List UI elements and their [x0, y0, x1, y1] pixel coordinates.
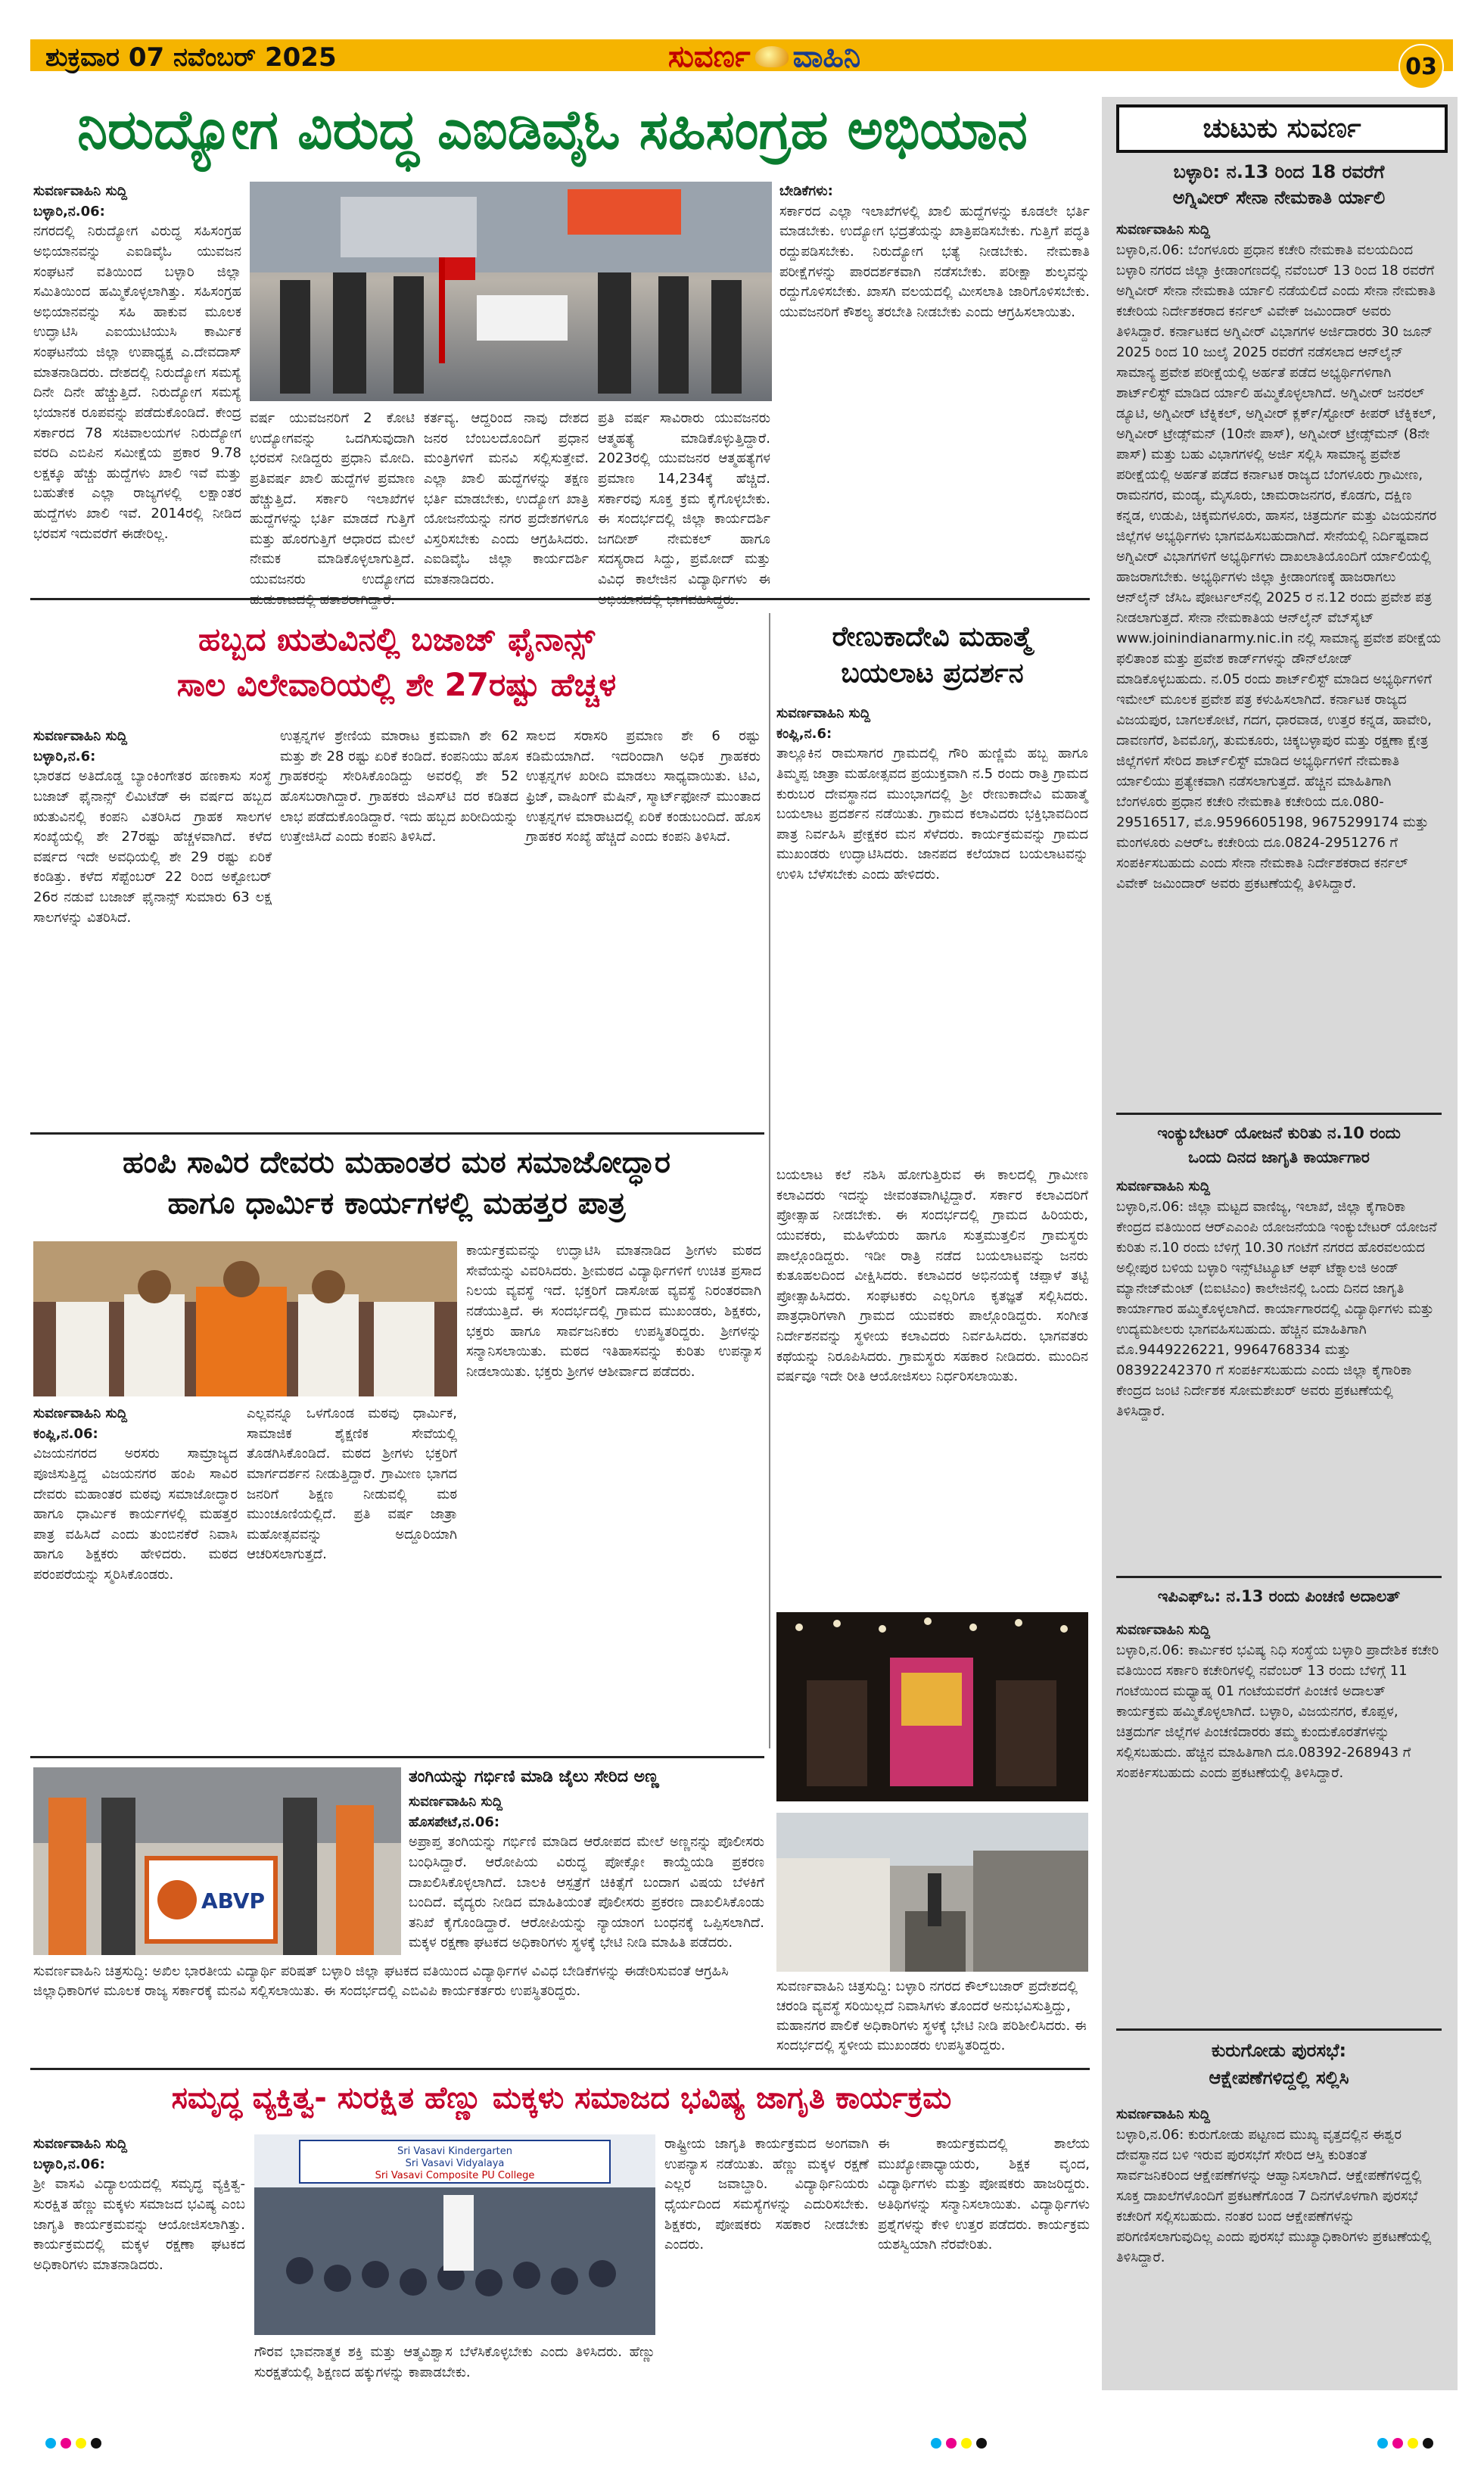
renuka-column-1	[776, 704, 1088, 1158]
girls-dateline: ಬಳ್ಳಾರಿ,ನ.06:	[33, 2156, 105, 2172]
lead-body-5: ಸರ್ಕಾರದ ಎಲ್ಲಾ ಇಲಾಖೆಗಳಲ್ಲಿ ಖಾಲಿ ಹುದ್ದೆಗಳನ್ನು ಕೂಡಲೇ ಭರ್ತಿ ಮಾಡಬೇಕು. ಉದ್ಯೋಗ ಭದ್ರತೆಯನ್ನು ಖಾತ್ರಿಪಡಿಸಬೇಕು. ಗುತ್ತಿಗೆ ಪದ್ಧತಿ ರದ್ದುಪಡಿಸಬೇಕು. ನಿರುದ್ಯೋಗ ಭತ್ಯೆ ನೀಡಬೇಕು. ನೇಮಕಾತಿ ಪರೀಕ್ಷೆಗಳನ್ನು ಪಾರದರ್ಶಕವಾಗಿ ನಡೆಸಬೇಕು. ಪರೀಕ್ಷಾ ಶುಲ್ಕವನ್ನು ರದ್ದುಗೊಳಿಸಬೇಕು. ಖಾಸಗಿ ವಲಯದಲ್ಲಿ ಮೀಸಲಾತಿ ಜಾರಿಗೊಳಿಸಬೇಕು. ಯುವಜನರಿಗೆ ಕೌಶಲ್ಯ ತರಬೇತಿ ನೀಡಬೇಕು ಎಂದು ಆಗ್ರಹಿಸಲಾಯಿತು.	[779, 203, 1090, 320]
bajaj-body-3: ಸಾಲದ ಸರಾಸರಿ ಪ್ರಮಾಣ ಶೇ 6 ರಷ್ಟು ಕಡಿಮೆಯಾಗಿದೆ. ಇದರಿಂದಾಗಿ ಅಧಿಕ ಗ್ರಾಹಕರು ಉತ್ಪನ್ನಗಳ ಖರೀದಿ ಮಾಡಲು ಸಾಧ್ಯವಾಯಿತು. ಟಿವಿ, ಫ್ರಿಜ್, ವಾಷಿಂಗ್ ಮೆಷಿನ್, ಸ್ಮಾರ್ಟ್‌ಫೋನ್ ಮುಂತಾದ ಉತ್ಪನ್ನಗಳ ಮಾರಾಟದಲ್ಲಿ ಏರಿಕೆ ಕಂಡುಬಂದಿದೆ. ಹೊಸ ಗ್ರಾಹಕರ ಸಂಖ್ಯೆ ಹೆಚ್ಚಿದೆ ಎಂದು ಕಂಪನಿ ತಿಳಿಸಿದೆ.	[526, 728, 761, 845]
sidebar-s4-head-line1: ಕುರುಗೋಡು ಪುರಸಭೆ:	[1211, 2040, 1347, 2061]
drain-photo	[776, 1813, 1088, 1972]
hampi-photo	[33, 1241, 457, 1396]
sidebar-s1-head-line1: ಬಳ್ಳಾರಿ: ನ.13 ರಿಂದ 18 ರವರೆಗೆ	[1173, 161, 1385, 182]
bajaj-headline-line1: ಹಬ್ಬದ ಋತುವಿನಲ್ಲಿ ಬಜಾಜ್ ಫೈನಾನ್ಸ್	[198, 621, 595, 658]
magenta-dot	[946, 2438, 957, 2449]
divider-abvp	[30, 1756, 764, 1758]
registration-marks-right	[1377, 2436, 1433, 2451]
logo-sun-icon	[755, 46, 789, 67]
girls-body-4: ಈ ಕಾರ್ಯಕ್ರಮದಲ್ಲಿ ಶಾಲೆಯ ಮುಖ್ಯೋಪಾಧ್ಯಾಯರು, ಶಿಕ್ಷಕ ವೃಂದ, ವಿದ್ಯಾರ್ಥಿಗಳು ಮತ್ತು ಪೋಷಕರು ಹಾಜರಿದ್ದರು. ಅತಿಥಿಗಳನ್ನು ಸನ್ಮಾನಿಸಲಾಯಿತು. ವಿದ್ಯಾರ್ಥಿಗಳು ಪ್ರಶ್ನೆಗಳನ್ನು ಕೇಳಿ ಉತ್ತರ ಪಡೆದರು. ಕಾರ್ಯಕ್ರಮ ಯಶಸ್ವಿಯಾಗಿ ನೆರವೇರಿತು.	[878, 2136, 1090, 2253]
abvp-photo-graphic	[33, 1767, 401, 1955]
crime-body: ಅಪ್ರಾಪ್ತ ತಂಗಿಯನ್ನು ಗರ್ಭಿಣಿ ಮಾಡಿದ ಆರೋಪದ ಮೇಲೆ ಅಣ್ಣನನ್ನು ಪೊಲೀಸರು ಬಂಧಿಸಿದ್ದಾರೆ. ಆರೋಪಿಯ ವಿರುದ್ಧ ಪೋಕ್ಸೋ ಕಾಯ್ದೆಯಡಿ ಪ್ರಕರಣ ದಾಖಲಿಸಿಕೊಳ್ಳಲಾಗಿದೆ. ಬಾಲಕಿ ಆಸ್ಪತ್ರೆಗೆ ಚಿಕಿತ್ಸೆಗೆ ಬಂದಾಗ ವಿಷಯ ಬೆಳಕಿಗೆ ಬಂದಿದೆ. ವೈದ್ಯರು ನೀಡಿದ ಮಾಹಿತಿಯಂತೆ ಪೊಲೀಸರು ಪ್ರಕರಣ ದಾಖಲಿಸಿಕೊಂಡು ತನಿಖೆ ಕೈಗೊಂಡಿದ್ದಾರೆ. ಆರೋಪಿಯನ್ನು ನ್ಯಾಯಾಂಗ ಬಂಧನಕ್ಕೆ ಒಪ್ಪಿಸಲಾಗಿದೆ. ಮಕ್ಕಳ ರಕ್ಷಣಾ ಘಟಕದ ಅಧಿಕಾರಿಗಳು ಸ್ಥಳಕ್ಕೆ ಭೇಟಿ ನೀಡಿ ಮಾಹಿತಿ ಪಡೆದರು.	[409, 1834, 764, 1951]
divider-hampi	[30, 1132, 764, 1135]
bajaj-body-1: ಭಾರತದ ಅತಿದೊಡ್ಡ ಬ್ಯಾಂಕಿಂಗೇತರ ಹಣಕಾಸು ಸಂಸ್ಥೆ ಬಜಾಜ್ ಫೈನಾನ್ಸ್ ಲಿಮಿಟೆಡ್ ಈ ವರ್ಷದ ಹಬ್ಬದ ಋತುವಿನಲ್ಲಿ ಕಂಪನಿ ವಿತರಿಸಿದ ಗ್ರಾಹಕ ಸಾಲಗಳ ಸಂಖ್ಯೆಯಲ್ಲಿ ಶೇ 27ರಷ್ಟು ಹೆಚ್ಚಳವಾಗಿದೆ. ಕಳೆದ ವರ್ಷದ ಇದೇ ಅವಧಿಯಲ್ಲಿ ಶೇ 29 ರಷ್ಟು ಏರಿಕೆ ಕಂಡಿತ್ತು. ಕಳೆದ ಸೆಪ್ಟೆಂಬರ್ 22 ರಿಂದ ಅಕ್ಟೋಬರ್ 26ರ ನಡುವೆ ಬಜಾಜ್ ಫೈನಾನ್ಸ್ ಸುಮಾರು 63 ಲಕ್ಷ ಸಾಲಗಳನ್ನು ವಿತರಿಸಿದೆ.	[33, 768, 272, 926]
lead-body-2: ವರ್ಷ ಯುವಜನರಿಗೆ 2 ಕೋಟಿ ಉದ್ಯೋಗವನ್ನು ಒದಗಿಸುವುದಾಗಿ ಭರವಸೆ ನೀಡಿದ್ದರು ಪ್ರಧಾನಿ ಮೋದಿ. ಪ್ರತಿವರ್ಷ ಖಾಲಿ ಹುದ್ದೆಗಳ ಪ್ರಮಾಣ ಹೆಚ್ಚುತ್ತಿದೆ. ಸರ್ಕಾರಿ ಇಲಾಖೆಗಳ ಹುದ್ದೆಗಳನ್ನು ಭರ್ತಿ ಮಾಡದೆ ಗುತ್ತಿಗೆ ಮತ್ತು ಹೊರಗುತ್ತಿಗೆ ಆಧಾರದ ಮೇಲೆ ನೇಮಕ ಮಾಡಿಕೊಳ್ಳಲಾಗುತ್ತಿದೆ. ಯುವಜನರು ಉದ್ಯೋಗದ	[250, 410, 415, 587]
girls-body-3: ರಾಷ್ಟ್ರೀಯ ಜಾಗೃತಿ ಕಾರ್ಯಕ್ರಮದ ಅಂಗವಾಗಿ ಉಪನ್ಯಾಸ ನಡೆಯಿತು. ಹೆಣ್ಣು ಮಕ್ಕಳ ರಕ್ಷಣೆ ಎಲ್ಲರ ಜವಾಬ್ದಾರಿ. ವಿದ್ಯಾರ್ಥಿನಿಯರು ಧೈರ್ಯದಿಂದ ಸಮಸ್ಯೆಗಳನ್ನು ಎದುರಿಸಬೇಕು. ಶಿಕ್ಷಕರು, ಪೋಷಕರು ಸಹಕಾರ ನೀಡಬೇಕು ಎಂದರು.	[664, 2136, 869, 2253]
sidebar-s3-head: ಇಪಿಎಫ್‌ಒ: ನ.13 ರಂದು ಪಿಂಚಣಿ ಅದಾಲತ್	[1157, 1587, 1401, 1605]
girls-column-2	[254, 2343, 655, 2430]
bajaj-column-2	[280, 727, 518, 1120]
yellow-dot	[1408, 2438, 1418, 2449]
sidebar-s1-byline: ಸುವರ್ಣವಾಹಿನಿ ಸುದ್ದಿ	[1116, 222, 1211, 238]
sidebar-s2-head-line1: ಇಂಕ್ಯುಬೇಟರ್ ಯೋಜನೆ ಕುರಿತು ನ.10 ರಂದು	[1157, 1124, 1401, 1142]
hampi-body-3: ಕಾರ್ಯಕ್ರಮವನ್ನು ಉದ್ಘಾಟಿಸಿ ಮಾತನಾಡಿದ ಶ್ರೀಗಳು ಮಠದ ಸೇವೆಯನ್ನು ವಿವರಿಸಿದರು. ಶ್ರೀಮಠದ ವಿದ್ಯಾರ್ಥಿಗಳಿಗೆ ಉಚಿತ ಪ್ರಸಾದ ನಿಲಯ ವ್ಯವಸ್ಥೆ ಇದೆ. ಭಕ್ತರಿಗೆ ದಾಸೋಹ ವ್ಯವಸ್ಥೆ ನಿರಂತರವಾಗಿ ನಡೆಯುತ್ತಿದೆ. ಈ ಸಂದರ್ಭದಲ್ಲಿ ಗ್ರಾಮದ ಮುಖಂಡರು, ಶಿಕ್ಷಕರು, ಭಕ್ತರು ಹಾಗೂ ಸಾರ್ವಜನಿಕರು ಉಪಸ್ಥಿತರಿದ್ದರು. ಶ್ರೀಗಳನ್ನು ಸನ್ಮಾನಿಸಲಾಯಿತು. ಮಠದ ಇತಿಹಾಸವನ್ನು ಕುರಿತು ಉಪನ್ಯಾಸ ನೀಡಲಾಯಿತು. ಭಕ್ತರು ಶ್ರೀಗಳ ಆಶೀರ್ವಾದ ಪಡೆದರು.	[466, 1243, 761, 1380]
sidebar-s4-byline: ಸುವರ್ಣವಾಹಿನಿ ಸುದ್ದಿ	[1116, 2106, 1211, 2122]
bajaj-dateline: ಬಳ್ಳಾರಿ,ನ.6:	[33, 748, 96, 764]
demands-label: ಬೇಡಿಕೆಗಳು:	[779, 183, 833, 199]
sidebar-s4-column	[1116, 2104, 1442, 2377]
abvp-headline: ತಂಗಿಯನ್ನು ಗರ್ಭಿಣಿ ಮಾಡಿ ಜೈಲು ಸೇರಿದ ಅಣ್ಣ	[409, 1767, 659, 1786]
bajaj-column-3	[526, 727, 761, 1120]
hampi-column-1	[33, 1404, 238, 1745]
bajaj-column-1	[33, 727, 272, 1120]
sidebar-s3-body: ಬಳ್ಳಾರಿ,ನ.06: ಕಾರ್ಮಿಕರ ಭವಿಷ್ಯ ನಿಧಿ ಸಂಸ್ಥೆಯ ಬಳ್ಳಾರಿ ಪ್ರಾದೇಶಿಕ ಕಚೇರಿ ವತಿಯಿಂದ ಸರ್ಕಾರಿ ಕಚೇರಿಗಳಲ್ಲಿ ನವೆಂಬರ್ 13 ರಂದು ಬೆಳಿಗ್ಗೆ 11 ಗಂಟೆಯಿಂದ ಮಧ್ಯಾಹ್ನ 01 ಗಂಟೆಯವರೆಗೆ ಪಿಂಚಣಿ ಅದಾಲತ್ ಕಾರ್ಯಕ್ರಮ ಹಮ್ಮಿಕೊಳ್ಳಲಾಗಿದೆ. ಬಳ್ಳಾರಿ, ವಿಜಯನಗರ, ಕೊಪ್ಪಳ, ಚಿತ್ರದುರ್ಗ ಜಿಲ್ಲೆಗಳ ಪಿಂಚಣಿದಾರರು ತಮ್ಮ ಕುಂದುಕೊರತೆಗಳನ್ನು ಸಲ್ಲಿಸಬಹುದು. ಹೆಚ್ಚಿನ ಮಾಹಿತಿಗಾಗಿ ದೂ.08392-268943 ಗೆ ಸಂಪರ್ಕಿಸಬಹುದು ಎಂದು ಪ್ರಕಟಣೆಯಲ್ಲಿ ತಿಳಿಸಿದ್ದಾರೆ.	[1116, 1642, 1439, 1781]
hampi-column-2	[247, 1404, 457, 1745]
school-banner-line3: Sri Vasavi Composite PU College	[375, 2170, 535, 2181]
renuka-headline-line1: ರೇಣುಕಾದೇವಿ ಮಹಾತ್ಮೆ	[832, 621, 1033, 652]
bajaj-body-2: ಉತ್ಪನ್ನಗಳ ಶ್ರೇಣಿಯ ಮಾರಾಟ ಕ್ರಮವಾಗಿ ಶೇ 62 ಮತ್ತು ಶೇ 28 ರಷ್ಟು ಏರಿಕೆ ಕಂಡಿದೆ. ಕಂಪನಿಯು ಹೊಸ ಗ್ರಾಹಕರನ್ನು ಸೇರಿಸಿಕೊಂಡಿದ್ದು ಅವರಲ್ಲಿ ಶೇ 52 ಹೊಸಬರಾಗಿದ್ದಾರೆ. ಗ್ರಾಹಕರು ಜಿಎಸ್‌ಟಿ ದರ ಕಡಿತದ ಲಾಭ ಪಡೆದುಕೊಂಡಿದ್ದಾರೆ. ಇದು ಹಬ್ಬದ ಖರೀದಿಯನ್ನು ಉತ್ತೇಜಿಸಿದೆ ಎಂದು ಕಂಪನಿ ತಿಳಿಸಿದೆ.	[280, 728, 518, 845]
bajaj-headline-line2: ಸಾಲ ವಿಲೇವಾರಿಯಲ್ಲಿ ಶೇ 27ರಷ್ಟು ಹೆಚ್ಚಳ	[176, 666, 617, 703]
sidebar-title: ಚುಟುಕು ಸುವರ್ಣ	[1116, 104, 1448, 153]
registration-marks-left	[45, 2436, 101, 2451]
sidebar-divider-1	[1116, 1113, 1442, 1115]
cyan-dot	[45, 2438, 56, 2449]
hampi-byline: ಸುವರ್ಣವಾಹಿನಿ ಸುದ್ದಿ	[33, 1406, 128, 1421]
hampi-dateline: ಕಂಪ್ಲಿ,ನ.06:	[33, 1425, 98, 1442]
renuka-byline: ಸುವರ್ಣವಾಹಿನಿ ಸುದ್ದಿ	[776, 705, 871, 721]
sidebar-s2-head-line2: ಒಂದು ದಿನದ ಜಾಗೃತಿ ಕಾರ್ಯಾಗಾರ	[1188, 1148, 1370, 1166]
lead-column-5	[779, 182, 1090, 583]
magenta-dot	[1392, 2438, 1403, 2449]
lead-body-1: ನಗರದಲ್ಲಿ ನಿರುದ್ಯೋಗ ವಿರುದ್ಧ ಸಹಿಸಂಗ್ರಹ ಅಭಿಯಾನವನ್ನು ಎಐಡಿವೈಓ ಯುವಜನ ಸಂಘಟನೆ ವತಿಯಿಂದ ಬಳ್ಳಾರಿ ಜಿಲ್ಲಾ ಸಮಿತಿಯಿಂದ ಹಮ್ಮಿಕೊಳ್ಳಲಾಗಿತ್ತು. ಸಹಿಸಂಗ್ರಹ ಅಭಿಯಾನವನ್ನು ಸಹಿ ಹಾಕುವ ಮೂಲಕ ಉದ್ಘಾಟಿಸಿ ಎಐಯುಟಿಯುಸಿ ಕಾರ್ಮಿಕ ಸಂಘಟನೆಯ ಜಿಲ್ಲಾ ಉಪಾಧ್ಯಕ್ಷ ಎ.ದೇವದಾಸ್ ಮಾತನಾಡಿದರು. ದೇಶದಲ್ಲಿ ನಿರುದ್ಯೋಗ ಸಮಸ್ಯೆ ದಿನೇ ದಿನೇ ಹೆಚ್ಚುತ್ತಿದೆ. ನಿರುದ್ಯೋಗ ಸಮಸ್ಯೆ ಭಯಾನಕ ರೂಪವನ್ನು ಪಡೆದುಕೊಂಡಿದೆ. ಕೇಂದ್ರ ಸರ್ಕಾರದ 78 ಸಚಿವಾಲಯಗಳ ನಿರುದ್ಯೋಗ ವರದಿ ಎಬಿಪಿನ ಸಮೀಕ್ಷೆಯ ಪ್ರಕಾರ 9.78 ಲಕ್ಷಕ್ಕೂ ಹೆಚ್ಚು ಹುದ್ದೆಗಳು ಖಾಲಿ ಇವೆ ಮತ್ತು ಬಹುತೇಕ ಎಲ್ಲಾ ರಾಜ್ಯಗಳಲ್ಲಿ ಲಕ್ಷಾಂತರ ಹುದ್ದೆಗಳು ಖಾಲಿ ಇವೆ. 2014ರಲ್ಲಿ ನೀಡಿದ ಭರವಸೆ ಇದುವರೆಗೆ ಈಡೇರಿಲ್ಲ.	[33, 223, 241, 542]
hampi-headline-line2: ಹಾಗೂ ಧಾರ್ಮಿಕ ಕಾರ್ಯಗಳಲ್ಲಿ ಮಹತ್ತರ ಪಾತ್ರ	[167, 1186, 626, 1221]
renuka-headline-line2: ಬಯಲಾಟ ಪ್ರದರ್ಶನ	[841, 658, 1024, 689]
school-banner-line2: Sri Vasavi Vidyalaya	[405, 2158, 505, 2169]
sidebar-s1-body: ಬಳ್ಳಾರಿ,ನ.06: ಬೆಂಗಳೂರು ಪ್ರಧಾನ ಕಚೇರಿ ನೇಮಕಾತಿ ವಲಯದಿಂದ ಬಳ್ಳಾರಿ ನಗರದ ಜಿಲ್ಲಾ ಕ್ರೀಡಾಂಗಣದಲ್ಲಿ ನವೆಂಬರ್ 13 ರಿಂದ 18 ರವರೆಗೆ ಅಗ್ನಿವೀರ್ ಸೇನಾ ನೇಮಕಾತಿ ರ್ಯಾಲಿ ನಡೆಯಲಿದೆ ಎಂದು ಸೇನಾ ನೇಮಕಾತಿ ಕಚೇರಿಯ ನಿರ್ದೇಶಕರಾದ ಕರ್ನಲ್ ವಿವೇಕ್ ಜಮಿಂದಾರ್ ಅವರು ತಿಳಿಸಿದ್ದಾರೆ. ಕರ್ನಾಟಕದ ಅಗ್ನಿವೀರ್ ವಿಭಾಗಗಳ ಅರ್ಜಿದಾರರು 30 ಜೂನ್ 2025 ರಿಂದ 10 ಜುಲೈ 2025 ರವರೆಗೆ ನಡೆಸಲಾದ ಆನ್‌ಲೈನ್ ಸಾಮಾನ್ಯ ಪ್ರವೇಶ ಪರೀಕ್ಷೆಯಲ್ಲಿ ಅರ್ಹತೆ ಪಡೆದ ಅಭ್ಯರ್ಥಿಗಳಿಗಾಗಿ ಶಾರ್ಟ್‌ಲಿಸ್ಟ್ ಮಾಡಿದ ರ್ಯಾಲಿ ಹಮ್ಮಿಕೊಳ್ಳಲಾಗಿದೆ. ಅಗ್ನಿವೀರ್ ಜನರಲ್ ಡ್ಯೂಟಿ, ಅಗ್ನಿವೀರ್ ಟೆಕ್ನಿಕಲ್, ಅಗ್ನಿವೀರ್ ಕ್ಲರ್ಕ್/ಸ್ಟೋರ್ ಕೀಪರ್ ಟೆಕ್ನಿಕಲ್, ಅಗ್ನಿವೀರ್ ಟ್ರೇಡ್ಸ್‌ಮನ್ (10ನೇ ಪಾಸ್), ಅಗ್ನಿವೀರ್ ಟ್ರೇಡ್ಸ್‌ಮನ್ (8ನೇ ಪಾಸ್) ಮತ್ತು ಬಹು ವಿಭಾಗಗಳಲ್ಲಿ ಅರ್ಜಿ ಸಲ್ಲಿಸಿ ಸಾಮಾನ್ಯ ಪ್ರವೇಶ ಪರೀಕ್ಷೆಯಲ್ಲಿ ಅರ್ಹತೆ ಪಡೆದ ಕರ್ನಾಟಕ ರಾಜ್ಯದ ಬೆಂಗಳೂರು ಗ್ರಾಮೀಣ, ರಾಮನಗರ, ಮಂಡ್ಯ, ಮೈಸೂರು, ಚಾಮರಾಜನಗರ, ಕೊಡಗು, ದಕ್ಷಿಣ ಕನ್ನಡ, ಉಡುಪಿ, ಚಿಕ್ಕಮಗಳೂರು, ಹಾಸನ, ಚಿತ್ರದುರ್ಗ ಮತ್ತು ವಿಜಯನಗರ ಜಿಲ್ಲೆಗಳ ಅಭ್ಯರ್ಥಿಗಳು ಭಾಗವಹಿಸಬಹುದಾಗಿದೆ. ಸೇನೆಯಲ್ಲಿ ನಿರ್ದಿಷ್ಟವಾದ ಅಗ್ನಿವೀರ್ ವಿಭಾಗಗಳಿಗೆ ಅಭ್ಯರ್ಥಿಗಳು ದಾಖಲಾತಿಯೊಂದಿಗೆ ರ್ಯಾಲಿಯಲ್ಲಿ ಹಾಜರಾಗಬೇಕು. ಅಭ್ಯರ್ಥಿಗಳು ಜಿಲ್ಲಾ ಕ್ರೀಡಾಂಗಣಕ್ಕೆ ಹಾಜರಾಗಲು ಆನ್‌ಲೈನ್ ಜೆಸಿಒ ಪೋರ್ಟಲ್‌ನಲ್ಲಿ 2025 ರ ನ.12 ರಂದು ಪ್ರವೇಶ ಪತ್ರ ನೀಡಲಾಗುತ್ತದೆ. ಸೇನಾ ನೇಮಕಾತಿಯ ಆನ್‌ಲೈನ್ ವೆಬ್‌ಸೈಟ್ www.joinindianarmy.nic.in ನಲ್ಲಿ ಸಾಮಾನ್ಯ ಪ್ರವೇಶ ಪರೀಕ್ಷೆಯ ಫಲಿತಾಂಶ ಮತ್ತು ಪ್ರವೇಶ ಕಾರ್ಡ್‌ಗಳನ್ನು ಡೌನ್‌ಲೋಡ್ ಮಾಡಿಕೊಳ್ಳಬಹುದು. ನ.05 ರಂದು ಶಾರ್ಟ್‌ಲಿಸ್ಟ್ ಮಾಡಿದ ಅಭ್ಯರ್ಥಿಗಳಿಗೆ ಇಮೇಲ್ ಮೂಲಕ ಪ್ರವೇಶ ಪತ್ರ ಕಳುಹಿಸಲಾಗಿದೆ. ಕರ್ನಾಟಕ ರಾಜ್ಯದ ವಿಜಯಪುರ, ಬಾಗಲಕೋಟೆ, ಗದಗ, ಧಾರವಾಡ, ಉತ್ತರ ಕನ್ನಡ, ಹಾವೇರಿ, ದಾವಣಗೆರೆ, ಶಿವಮೊಗ್ಗ, ತುಮಕೂರು, ಚಿಕ್ಕಬಳ್ಳಾಪುರ ಮತ್ತು ರಕ್ಷಣಾ ಕ್ಷೇತ್ರ ಜಿಲ್ಲೆಗಳಿಗೆ ಸೇರಿದ ಶಾರ್ಟ್‌ಲಿಸ್ಟ್ ಮಾಡಿದ ಅಭ್ಯರ್ಥಿಗಳಿಗೆ ನೇಮಕಾತಿ ರ್ಯಾಲಿಯು ಪ್ರತ್ಯೇಕವಾಗಿ ನಡೆಸಲಾಗುತ್ತದೆ. ಹೆಚ್ಚಿನ ಮಾಹಿತಿಗಾಗಿ ಬೆಂಗಳೂರು ಪ್ರಧಾನ ಕಚೇರಿ ನೇಮಕಾತಿ ಕಚೇರಿಯ ದೂ.080-29516517, ಮೊ.9596605198, 9675299174 ಮತ್ತು ಮಂಗಳೂರು ಎಆರ್‌ಒ ಕಚೇರಿಯ ದೂ.0824-2951276 ಗೆ ಸಂಪರ್ಕಿಸಬಹುದು ಎಂದು ಸೇನಾ ನೇಮಕಾತಿ ನಿರ್ದೇಶಕರಾದ ಕರ್ನಲ್ ವಿವೇಕ್ ಜಮಿಂದಾರ್ ಅವರು ಪ್ರಕಟಣೆಯಲ್ಲಿ ತಿಳಿಸಿದ್ದಾರೆ.	[1116, 242, 1441, 892]
sidebar-s3-column	[1116, 1620, 1442, 2013]
black-dot	[91, 2438, 101, 2449]
renuka-dateline: ಕಂಪ್ಲಿ,ನ.6:	[776, 725, 832, 742]
yellow-dot	[76, 2438, 86, 2449]
renuka-body-1: ತಾಲ್ಲೂಕಿನ ರಾಮಸಾಗರ ಗ್ರಾಮದಲ್ಲಿ ಗೌರಿ ಹುಣ್ಣಿಮೆ ಹಬ್ಬ ಹಾಗೂ ತಿಮ್ಮಪ್ಪ ಜಾತ್ರಾ ಮಹೋತ್ಸವದ ಪ್ರಯುಕ್ತವಾಗಿ ನ.5 ರಂದು ರಾತ್ರಿ ಗ್ರಾಮದ ಕುರುಬರ ದೇವಸ್ಥಾನದ ಮುಂಭಾಗದಲ್ಲಿ ಶ್ರೀ ರೇಣುಕಾದೇವಿ ಮಹಾತ್ಮೆ ಬಯಲಾಟ ಪ್ರದರ್ಶನ ನಡೆಯಿತು. ಗ್ರಾಮದ ಕಲಾವಿದರು ಭಕ್ತಿಭಾವದಿಂದ ಪಾತ್ರ ನಿರ್ವಹಿಸಿ ಪ್ರೇಕ್ಷಕರ ಮನ ಸೆಳೆದರು. ಕಾರ್ಯಕ್ರಮವನ್ನು ಗ್ರಾಮದ ಮುಖಂಡರು ಉದ್ಘಾಟಿಸಿದರು. ಜಾನಪದ ಕಲೆಯಾದ ಬಯಲಾಟವನ್ನು ಉಳಿಸಿ ಬೆಳೆಸಬೇಕು ಎಂದು ಹೇಳಿದರು.	[776, 746, 1088, 883]
lead-headline: ನಿರುದ್ಯೋಗ ವಿರುದ್ಧ ಎಐಡಿವೈಓ ಸಹಿಸಂಗ್ರಹ ಅಭಿಯಾನ	[77, 98, 1028, 161]
sidebar-s4-head-line2: ಆಕ್ಷೇಪಣೆಗಳಿದ್ದಲ್ಲಿ ಸಲ್ಲಿಸಿ	[1209, 2067, 1349, 2088]
registration-marks-center	[931, 2436, 987, 2451]
divider-renuka	[769, 613, 770, 1748]
bajaj-byline: ಸುವರ್ಣವಾಹಿನಿ ಸುದ್ದಿ	[33, 728, 128, 744]
sidebar-divider-3	[1116, 2028, 1442, 2031]
magenta-dot	[61, 2438, 71, 2449]
yellow-dot	[961, 2438, 972, 2449]
hampi-headline-line1: ಹಂಪಿ ಸಾವಿರ ದೇವರು ಮಹಾಂತರ ಮಠ ಸಮಾಜೋದ್ಧಾರ	[123, 1145, 670, 1180]
black-dot	[1423, 2438, 1433, 2449]
sidebar-s1-head-line2: ಅಗ್ನಿವೀರ್ ಸೇನಾ ನೇಮಕಾತಿ ರ್ಯಾಲಿ	[1172, 187, 1386, 208]
girls-body-1: ಶ್ರೀ ವಾಸವಿ ವಿದ್ಯಾಲಯದಲ್ಲಿ ಸಮೃದ್ಧ ವ್ಯಕ್ತಿತ್ವ-ಸುರಕ್ಷಿತ ಹೆಣ್ಣು ಮಕ್ಕಳು ಸಮಾಜದ ಭವಿಷ್ಯ ಎಂಬ ಜಾಗೃತಿ ಕಾರ್ಯಕ್ರಮವನ್ನು ಆಯೋಜಿಸಲಾಗಿತ್ತು. ಕಾರ್ಯಕ್ರಮದಲ್ಲಿ ಮಕ್ಕಳ ರಕ್ಷಣಾ ಘಟಕದ ಅಧಿಕಾರಿಗಳು ಮಾತನಾಡಿದರು.	[33, 2176, 245, 2273]
lead-photo-graphic	[250, 182, 772, 401]
abvp-photo-caption: ಸುವರ್ಣವಾಹಿನಿ ಚಿತ್ರಸುದ್ದಿ: ಅಖಿಲ ಭಾರತೀಯ ವಿದ್ಯಾರ್ಥಿ ಪರಿಷತ್ ಬಳ್ಳಾರಿ ಜಿಲ್ಲಾ ಘಟಕದ ವತಿಯಿಂದ ವಿದ್ಯಾರ್ಥಿಗಳ ವಿವಿಧ ಬೇಡಿಕೆಗಳನ್ನು ಈಡೇರಿಸುವಂತೆ ಆಗ್ರಹಿಸಿ ಜಿಲ್ಲಾಧಿಕಾರಿಗಳ ಮೂಲಕ ರಾಜ್ಯ ಸರ್ಕಾರಕ್ಕೆ ಮನವಿ ಸಲ್ಲಿಸಲಾಯಿತು. ಈ ಸಂದರ್ಭದಲ್ಲಿ ಎಬಿವಿಪಿ ಕಾರ್ಯಕರ್ತರು ಉಪಸ್ಥಿತರಿದ್ದರು.	[33, 1963, 729, 2000]
sidebar-s2-body: ಬಳ್ಳಾರಿ,ನ.06: ಜಿಲ್ಲಾ ಮಟ್ಟದ ವಾಣಿಜ್ಯ, ಇಲಾಖೆ, ಜಿಲ್ಲಾ ಕೈಗಾರಿಕಾ ಕೇಂದ್ರದ ವತಿಯಿಂದ ಆರ್‌ಎಎಂಪಿ ಯೋಜನೆಯಡಿ ಇಂಕ್ಯುಬೇಟರ್ ಯೋಜನೆ ಕುರಿತು ನ.10 ರಂದು ಬೆಳಿಗ್ಗೆ 10.30 ಗಂಟೆಗೆ ನಗರದ ಹೊರವಲಯದ ಅಲ್ಲೀಪುರ ಬಳಿಯ ಬಳ್ಳಾರಿ ಇನ್ಸ್‌ಟಿಟ್ಯೂಟ್ ಆಫ್ ಟೆಕ್ನಾಲಜಿ ಅಂಡ್ ಮ್ಯಾನೇಜ್‌ಮೆಂಟ್ (ಬಿಐಟಿಎಂ) ಕಾಲೇಜಿನಲ್ಲಿ ಒಂದು ದಿನದ ಜಾಗೃತಿ ಕಾರ್ಯಾಗಾರ ಹಮ್ಮಿಕೊಳ್ಳಲಾಗಿದೆ. ಕಾರ್ಯಾಗಾರದಲ್ಲಿ ವಿದ್ಯಾರ್ಥಿಗಳು ಮತ್ತು ಉದ್ಯಮಶೀಲರು ಭಾಗವಹಿಸಬಹುದು. ಹೆಚ್ಚಿನ ಮಾಹಿತಿಗಾಗಿ ಮೊ.9449226221, 9964768334 ಮತ್ತು 08392242370 ಗೆ ಸಂಪರ್ಕಿಸಬಹುದು ಎಂದು ಜಿಲ್ಲಾ ಕೈಗಾರಿಕಾ ಕೇಂದ್ರದ ಜಂಟಿ ನಿರ್ದೇಶಕ ಸೋಮಶೇಖರ್ ಅವರು ಪ್ರಕಟಣೆಯಲ್ಲಿ ತಿಳಿಸಿದ್ದಾರೆ.	[1116, 1199, 1437, 1419]
sidebar-s1-column	[1116, 219, 1442, 1090]
girls-byline: ಸುವರ್ಣವಾಹಿನಿ ಸುದ್ದಿ	[33, 2136, 128, 2152]
sidebar-s4-body: ಬಳ್ಳಾರಿ,ನ.06: ಕುರುಗೋಡು ಪಟ್ಟಣದ ಮುಖ್ಯ ವೃತ್ತದಲ್ಲಿನ ಈಶ್ವರ ದೇವಸ್ಥಾನದ ಬಳಿ ಇರುವ ಪುರಸಭೆಗೆ ಸೇರಿದ ಆಸ್ತಿ ಕುರಿತಂತೆ ಸಾರ್ವಜನಿಕರಿಂದ ಆಕ್ಷೇಪಣೆಗಳನ್ನು ಆಹ್ವಾನಿಸಲಾಗಿದೆ. ಆಕ್ಷೇಪಣೆಗಳಿದ್ದಲ್ಲಿ ಸೂಕ್ತ ದಾಖಲೆಗಳೊಂದಿಗೆ ಪ್ರಕಟಣೆಗೊಂಡ 7 ದಿನಗಳೊಳಗಾಗಿ ಪುರಸಭೆ ಕಚೇರಿಗೆ ಸಲ್ಲಿಸಬಹುದು. ನಂತರ ಬಂದ ಆಕ್ಷೇಪಣೆಗಳನ್ನು ಪರಿಗಣಿಸಲಾಗುವುದಿಲ್ಲ ಎಂದು ಪುರಸಭೆ ಮುಖ್ಯಾಧಿಕಾರಿಗಳು ಪ್ರಕಟಣೆಯಲ್ಲಿ ತಿಳಿಸಿದ್ದಾರೆ.	[1116, 2127, 1432, 2265]
logo-text-part1: ಸುವರ್ಣ	[667, 39, 751, 74]
black-dot	[976, 2438, 987, 2449]
girls-photo-graphic	[254, 2134, 655, 2335]
abvp-photo	[33, 1767, 401, 1955]
crime-column	[409, 1792, 764, 1959]
cyan-dot	[931, 2438, 941, 2449]
sidebar-s2-byline: ಸುವರ್ಣವಾಹಿನಿ ಸುದ್ದಿ	[1116, 1178, 1211, 1194]
hampi-body-2: ಎಲ್ಲವನ್ನೂ ಒಳಗೊಂಡ ಮಠವು ಧಾರ್ಮಿಕ, ಸಾಮಾಜಿಕ ಶೈಕ್ಷಣಿಕ ಸೇವೆಯಲ್ಲಿ ತೊಡಗಿಸಿಕೊಂಡಿದೆ. ಮಠದ ಶ್ರೀಗಳು ಭಕ್ತರಿಗೆ ಮಾರ್ಗದರ್ಶನ ನೀಡುತ್ತಿದ್ದಾರೆ. ಗ್ರಾಮೀಣ ಭಾಗದ ಜನರಿಗೆ ಶಿಕ್ಷಣ ನೀಡುವಲ್ಲಿ ಮಠ ಮುಂಚೂಣಿಯಲ್ಲಿದೆ. ಪ್ರತಿ ವರ್ಷ ಜಾತ್ರಾ ಮಹೋತ್ಸವವನ್ನು ಅದ್ದೂರಿಯಾಗಿ ಆಚರಿಸಲಾಗುತ್ತದೆ.	[247, 1406, 457, 1563]
sidebar-divider-2	[1116, 1576, 1442, 1578]
abvp-banner-text: ABVP	[201, 1888, 266, 1913]
yatra-photo-graphic	[776, 1612, 1088, 1801]
logo-text-part2: ವಾಹಿನಿ	[792, 39, 861, 74]
issue-date: ಶುಕ್ರವಾರ 07 ನವೆಂಬರ್ 2025	[45, 42, 337, 73]
lead-photo	[250, 182, 772, 401]
renuka-body-2: ಬಯಲಾಟ ಕಲೆ ನಶಿಸಿ ಹೋಗುತ್ತಿರುವ ಈ ಕಾಲದಲ್ಲಿ ಗ್ರಾಮೀಣ ಕಲಾವಿದರು ಇದನ್ನು ಜೀವಂತವಾಗಿಟ್ಟಿದ್ದಾರೆ. ಸರ್ಕಾರ ಕಲಾವಿದರಿಗೆ ಪ್ರೋತ್ಸಾಹ ನೀಡಬೇಕು. ಈ ಸಂದರ್ಭದಲ್ಲಿ ಗ್ರಾಮದ ಹಿರಿಯರು, ಯುವಕರು, ಮಹಿಳೆಯರು ಹಾಗೂ ಸುತ್ತಮುತ್ತಲಿನ ಗ್ರಾಮಸ್ಥರು ಪಾಲ್ಗೊಂಡಿದ್ದರು. ಇಡೀ ರಾತ್ರಿ ನಡೆದ ಬಯಲಾಟವನ್ನು ಜನರು ಕುತೂಹಲದಿಂದ ವೀಕ್ಷಿಸಿದರು. ಕಲಾವಿದರ ಅಭಿನಯಕ್ಕೆ ಚಪ್ಪಾಳೆ ತಟ್ಟಿ ಪ್ರೋತ್ಸಾಹಿಸಿದರು. ಸಂಘಟಕರು ಎಲ್ಲರಿಗೂ ಕೃತಜ್ಞತೆ ಸಲ್ಲಿಸಿದರು. ಪಾತ್ರಧಾರಿಗಳಾಗಿ ಗ್ರಾಮದ ಯುವಕರು ಪಾಲ್ಗೊಂಡಿದ್ದರು. ಸಂಗೀತ ನಿರ್ದೇಶನವನ್ನು ಸ್ಥಳೀಯ ಕಲಾವಿದರು ನಿರ್ವಹಿಸಿದರು. ಭಾಗವತರು ಕಥೆಯನ್ನು ನಿರೂಪಿಸಿದರು. ಗ್ರಾಮಸ್ಥರು ಸಹಕಾರ ನೀಡಿದರು. ಮುಂದಿನ ವರ್ಷವೂ ಇದೇ ರೀತಿ ಆಯೋಜಿಸಲು ನಿರ್ಧರಿಸಲಾಯಿತು.	[776, 1167, 1088, 1385]
lead-byline: ಸುವರ್ಣವಾಹಿನಿ ಸುದ್ದಿ	[33, 183, 128, 199]
lead-column-1	[33, 182, 241, 583]
cyan-dot	[1377, 2438, 1388, 2449]
page-number: 03	[1398, 44, 1444, 89]
girls-headline: ಸಮೃದ್ಧ ವ್ಯಕ್ತಿತ್ವ- ಸುರಕ್ಷಿತ ಹೆಣ್ಣು ಮಕ್ಕಳು ಸಮಾಜದ ಭವಿಷ್ಯ ಜಾಗೃತಿ ಕಾರ್ಯಕ್ರಮ	[171, 2081, 952, 2116]
sidebar-s2-column	[1116, 1176, 1442, 1562]
girls-column-3	[664, 2134, 869, 2430]
drain-photo-graphic	[776, 1813, 1088, 1972]
divider-lead	[30, 598, 1090, 600]
lead-body-3: ಕರ್ತವ್ಯ. ಆದ್ದರಿಂದ ನಾವು ದೇಶದ ಜನರ ಬೆಂಬಲದೊಂದಿಗೆ ಪ್ರಧಾನ ಮಂತ್ರಿಗಳಿಗೆ ಮನವಿ ಸಲ್ಲಿಸುತ್ತೇವೆ. ಎಲ್ಲಾ ಖಾಲಿ ಹುದ್ದೆಗಳನ್ನು ತಕ್ಷಣ ಭರ್ತಿ ಮಾಡಬೇಕು, ಉದ್ಯೋಗ ಖಾತ್ರಿ ಯೋಜನೆಯನ್ನು ನಗರ ಪ್ರದೇಶಗಳಿಗೂ ವಿಸ್ತರಿಸಬೇಕು ಎಂದು ಆಗ್ರಹಿಸಿದರು. ಎಐಡಿವೈಓ ಜಿಲ್ಲಾ ಕಾರ್ಯದರ್ಶಿ ಮಾತನಾಡಿದರು.	[424, 410, 589, 587]
lead-body-4: ಪ್ರತಿ ವರ್ಷ ಸಾವಿರಾರು ಯುವಜನರು ಆತ್ಮಹತ್ಯೆ ಮಾಡಿಕೊಳ್ಳುತ್ತಿದ್ದಾರೆ. 2023ರಲ್ಲಿ ಯುವಜನರ ಆತ್ಮಹತ್ಯೆಗಳ ಪ್ರಮಾಣ 14,234ಕ್ಕೆ ಹೆಚ್ಚಿದೆ. ಸರ್ಕಾರವು ಸೂಕ್ತ ಕ್ರಮ ಕೈಗೊಳ್ಳಬೇಕು. ಈ ಸಂದರ್ಭದಲ್ಲಿ ಜಿಲ್ಲಾ ಕಾರ್ಯದರ್ಶಿ ಜಗದೀಶ್ ನೇಮಕಲ್ ಹಾಗೂ ಸದಸ್ಯರಾದ ಸಿದ್ದು, ಪ್ರಮೋದ್ ಮತ್ತು ವಿವಿಧ ಕಾಲೇಜಿನ ವಿದ್ಯಾರ್ಥಿಗಳು ಈ	[598, 410, 770, 587]
hampi-body-1: ವಿಜಯನಗರದ ಅರಸರು ಸಾಮ್ರಾಜ್ಯದ ಪೂಜಿಸುತ್ತಿದ್ದ ವಿಜಯನಗರ ಹಂಪಿ ಸಾವಿರ ದೇವರು ಮಹಾಂತರ ಮಠವು ಸಮಾಜೋದ್ಧಾರ ಹಾಗೂ ಧಾರ್ಮಿಕ ಕಾರ್ಯಗಳಲ್ಲಿ ಮಹತ್ತರ ಪಾತ್ರ ವಹಿಸಿದೆ ಎಂದು ತುಂಬಿನಕೆರೆ ನಿವಾಸಿ ಹಾಗೂ ಶಿಕ್ಷಕರು ಹೇಳಿದರು. ಮಠದ ಪರಂಪರೆಯನ್ನು ಸ್ಮರಿಸಿಕೊಂಡರು.	[33, 1446, 238, 1583]
lead-column-3	[424, 409, 589, 587]
hampi-photo-graphic	[33, 1241, 457, 1396]
lead-dateline: ಬಳ್ಳಾರಿ,ನ.06:	[33, 203, 105, 219]
crime-dateline: ಹೊಸಪೇಟೆ,ನ.06:	[409, 1814, 500, 1830]
newspaper-logo	[621, 36, 908, 77]
divider-girls	[30, 2068, 1090, 2070]
girls-column-1	[33, 2134, 245, 2430]
girls-column-4	[878, 2134, 1090, 2430]
school-banner-line1: Sri Vasavi Kindergarten	[397, 2146, 513, 2157]
girls-body-2: ಗೌರವ ಭಾವನಾತ್ಮಕ ಶಕ್ತಿ ಮತ್ತು ಆತ್ಮವಿಶ್ವಾಸ ಬೆಳೆಸಿಕೊಳ್ಳಬೇಕು ಎಂದು ತಿಳಿಸಿದರು. ಹೆಣ್ಣು ಸುರಕ್ಷತೆಯಲ್ಲಿ ಶಿಕ್ಷಣದ ಹಕ್ಕುಗಳನ್ನು ಕಾಪಾಡಬೇಕು.	[254, 2344, 655, 2380]
sidebar-s3-byline: ಸುವರ್ಣವಾಹಿನಿ ಸುದ್ದಿ	[1116, 1622, 1211, 1638]
hampi-column-3	[466, 1241, 761, 1745]
lead-column-4	[598, 409, 770, 587]
lead-column-2	[250, 409, 415, 587]
crime-byline: ಸುವರ್ಣವಾಹಿನಿ ಸುದ್ದಿ	[409, 1794, 503, 1810]
yatra-photo	[776, 1612, 1088, 1801]
girls-photo	[254, 2134, 655, 2335]
drain-photo-caption: ಸುವರ್ಣವಾಹಿನಿ ಚಿತ್ರಸುದ್ದಿ: ಬಳ್ಳಾರಿ ನಗರದ ಕೌಲ್‌ಬಜಾರ್ ಪ್ರದೇಶದಲ್ಲಿ ಚರಂಡಿ ವ್ಯವಸ್ಥೆ ಸರಿಯಿಲ್ಲದೆ ನಿವಾಸಿಗಳು ತೊಂದರೆ ಅನುಭವಿಸುತ್ತಿದ್ದು, ಮಹಾನಗರ ಪಾಲಿಕೆ ಅಧಿಕಾರಿಗಳು ಸ್ಥಳಕ್ಕೆ ಭೇಟಿ ನೀಡಿ ಪರಿಶೀಲಿಸಿದರು. ಈ ಸಂದರ್ಭದಲ್ಲಿ ಸ್ಥಳೀಯ ಮುಖಂಡರು ಉಪಸ್ಥಿತರಿದ್ದರು.	[776, 1979, 1087, 2054]
